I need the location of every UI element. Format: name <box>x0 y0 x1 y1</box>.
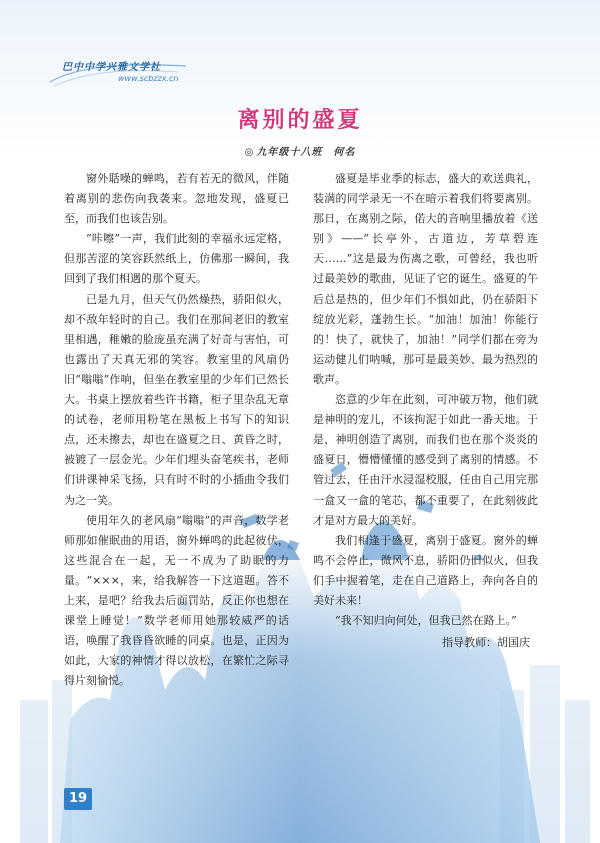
author-text: 九年级十八班 何名 <box>256 147 356 158</box>
paragraph: “咔嚓”一声，我们此刻的幸福永远定格，但那苦涩的笑容跃然纸上，仿佛那一瞬间，我回到了我们相遇的那个夏天。 <box>64 232 289 286</box>
paragraph: 窗外聒噪的蝉鸣，若有若无的微风，伴随着离别的悲伤向我袭来。忽地发现，盛夏已至，而我们也该告别。 <box>64 172 289 226</box>
paragraph: 我们相逢于盛夏，离别于盛夏。窗外的蝉鸣不会停止，微风不息，骄阳仍旧似火，但我们手中握着笔，走在自己道路上，奔向各自的美好未来！ <box>313 533 538 607</box>
paragraph: 盛夏是毕业季的标志，盛大的欢送典礼，装满的同学录无一不在暗示着我们将要离别。那日，在离别之际，偌大的音响里播放着《送别》——“长亭外，古道边，芳草碧连天……”这是最为伤离之歌，可曾经，我也听过最美妙的歌曲，见证了它的诞生。盛夏的午后总是热的，但少年们不惧如此，仍在骄阳下绽放光彩，蓬勃生长。“加油！加油！你能行的！快了，就快了，加油！”同学们都在旁为运动健儿们呐喊，那可是最美妙、最为热烈的歌声。 <box>313 172 538 386</box>
paragraph: “我不知归向何处，但我已然在路上。” <box>335 614 517 628</box>
paragraph: 恣意的少年在此刻，可冲破万物，他们就是神明的宠儿，不该拘泥于如此一番天地。于是，神明创造了离别，而我们也在那个炎炎的盛夏日，懵懵懂懂的感受到了离别的情感。不管过去，任由汗水浸湿校服，任由自己用完那一盒又一盒的笔芯，都不重要了，在此刻彼此才是对方最大的美好。 <box>313 393 538 527</box>
left-column <box>64 169 289 691</box>
bullet-circle-icon: ◎ <box>244 147 255 158</box>
article-title: 离别的盛夏 <box>237 107 363 133</box>
paragraph: 已是九月，但天气仍然燥热，骄阳似火，却不敌年轻时的自己。我们在那间老旧的教室里相遇，稚嫩的脸庞虽充满了好奇与害怕，可也露出了天真无邪的笑容。教室里的风扇仍旧“嗡嗡”作响，但坐在教室里的少年们已然长大。书桌上摆放着些许书籍，柜子里杂乱无章的试卷，老师用粉笔在黑板上书写下的知识点，还未擦去，却也在盛夏之日、黄昏之时，被镀了一层金光。少年们埋头奋笔疾书，老师们讲课神采飞扬，只有时不时的小插曲令我们为之一笑。 <box>64 292 289 507</box>
page-number: 19 <box>64 788 92 810</box>
article-author <box>0 143 600 158</box>
brand-url: www.scbzzx.cn <box>118 74 179 83</box>
brand-name: 巴中中学兴雅文学社 <box>62 62 161 73</box>
paragraph: 使用年久的老风扇“嗡嗡”的声音，数学老师那如催眠曲的用语，窗外蝉鸣的此起彼伏，这些混合在一起，无一不成为了助眠的力量。“×××，来，给我解答一下这道题。答不上来，是吧？给我去后面罚站，反正你也想在课堂上睡觉！”数学老师用她那较威严的话语，唤醒了我昏昏欲睡的同桌。也是，正因为如此，大家的神情才得以放松，在繁忙之际寻得片刻愉悦。 <box>64 513 289 688</box>
supervisor-credit: 指导教师：胡国庆 <box>442 636 530 650</box>
brand-header <box>62 58 178 83</box>
right-column <box>313 169 538 653</box>
